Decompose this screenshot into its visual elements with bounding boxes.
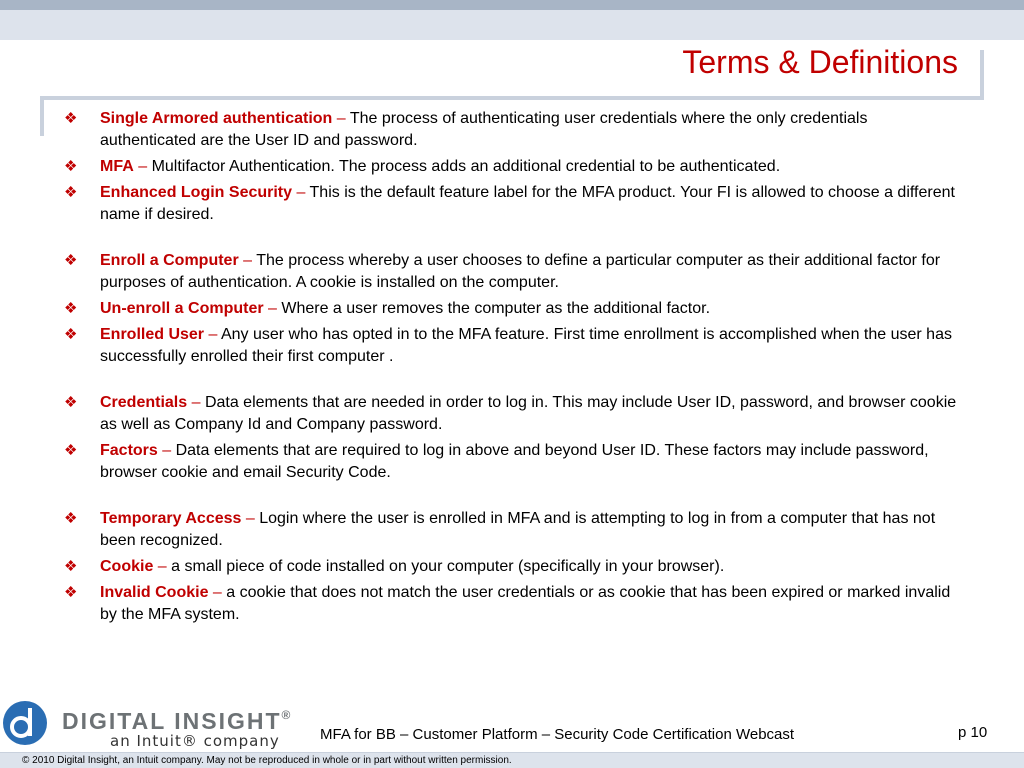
logo-registered-mark: ® (281, 708, 291, 722)
group-spacer (64, 488, 964, 508)
definition-text: Data elements that are required to log in above and beyond User ID. These factors may include password, browser cookie and email Security Code. (100, 442, 929, 481)
definition-term: Enroll a Computer (100, 252, 239, 269)
bullet-diamond-icon: ❖ (64, 184, 78, 201)
definition-item (64, 250, 964, 294)
page-number: p 10 (958, 724, 988, 741)
title-frame-bottom (40, 96, 984, 100)
definition-term: MFA (100, 158, 134, 175)
bullet-diamond-icon: ❖ (64, 442, 78, 459)
top-band (0, 0, 1024, 10)
definition-term: Temporary Access (100, 510, 242, 527)
definition-term: Cookie (100, 558, 154, 575)
definition-separator: – (153, 558, 172, 575)
title-frame-right (980, 50, 984, 100)
slide-title: Terms & Definitions (682, 44, 958, 80)
logo-subtitle: an Intuit® company (110, 732, 280, 750)
definition-text: This is the default feature label for the MFA product. Your FI is allowed to choose a different name if desired. (100, 184, 955, 223)
bullet-diamond-icon: ❖ (64, 558, 78, 575)
copyright-notice: © 2010 Digital Insight, an Intuit company. May not be reproduced in whole or in part without written permission. (22, 755, 512, 766)
definition-text: a cookie that does not match the user credentials or as cookie that has been expired or marked invalid by the MFA system. (100, 584, 951, 623)
definition-term: Factors (100, 442, 158, 459)
bullet-diamond-icon: ❖ (64, 326, 78, 343)
definition-separator: – (263, 300, 282, 317)
definition-text: Login where the user is enrolled in MFA and is attempting to log in from a computer that has not been recognized. (100, 510, 936, 549)
definition-separator: – (332, 110, 350, 127)
bullet-diamond-icon: ❖ (64, 252, 78, 269)
definition-text: The process of authenticating user credentials where the only credentials authenticated are the User ID and password. (100, 110, 868, 149)
group-spacer (64, 230, 964, 250)
bullet-diamond-icon: ❖ (64, 394, 78, 411)
definition-text: Where a user removes the computer as the additional factor. (281, 300, 711, 317)
footer-webcast-title: MFA for BB – Customer Platform – Security Code Certification Webcast (320, 726, 795, 743)
definition-text: The process whereby a user chooses to define a particular computer as their additional factor for purposes of authentication. A cookie is installed on the computer. (100, 252, 941, 291)
definition-item (64, 392, 964, 436)
group-spacer (64, 372, 964, 392)
definition-item (64, 156, 964, 178)
definition-separator: – (157, 442, 176, 459)
definition-item (64, 298, 964, 320)
definition-term: Enhanced Login Security (100, 184, 293, 201)
definition-term: Un-enroll a Computer (100, 300, 264, 317)
logo-wordmark: DIGITAL INSIGHT® (62, 708, 291, 734)
definition-text: Data elements that are needed in order to log in. This may include User ID, password, and browser cookie as well as Company Id and Company password. (100, 394, 957, 433)
definition-term: Single Armored authentication (100, 110, 333, 127)
definition-item (64, 182, 964, 226)
definition-term: Enrolled User (100, 326, 205, 343)
definition-separator: – (187, 394, 205, 411)
bullet-diamond-icon: ❖ (64, 584, 78, 601)
definition-item (64, 108, 964, 152)
title-frame-left (40, 96, 44, 136)
digital-insight-logo-icon (2, 700, 48, 746)
top-band-light (0, 10, 1024, 40)
definition-item (64, 440, 964, 484)
definition-separator: – (208, 584, 227, 601)
bullet-diamond-icon: ❖ (64, 300, 78, 317)
definition-term: Credentials (100, 394, 188, 411)
definition-separator: – (238, 252, 257, 269)
definition-item (64, 556, 964, 578)
definition-separator: – (292, 184, 310, 201)
definition-item (64, 508, 964, 552)
definition-text: Any user who has opted in to the MFA feature. First time enrollment is accomplished when the user has successfully enrolled their first computer . (100, 326, 952, 365)
definition-item (64, 582, 964, 626)
definition-item (64, 324, 964, 368)
definition-separator: – (133, 158, 152, 175)
definition-term: Invalid Cookie (100, 584, 209, 601)
definition-text: a small piece of code installed on your computer (specifically in your browser). (171, 558, 725, 575)
bullet-diamond-icon: ❖ (64, 510, 78, 527)
definition-separator: – (241, 510, 260, 527)
definition-text: Multifactor Authentication. The process adds an additional credential to be authenticated. (151, 158, 781, 175)
definition-separator: – (204, 326, 221, 343)
bullet-diamond-icon: ❖ (64, 110, 78, 127)
bullet-diamond-icon: ❖ (64, 158, 78, 175)
definitions-list (64, 108, 964, 630)
